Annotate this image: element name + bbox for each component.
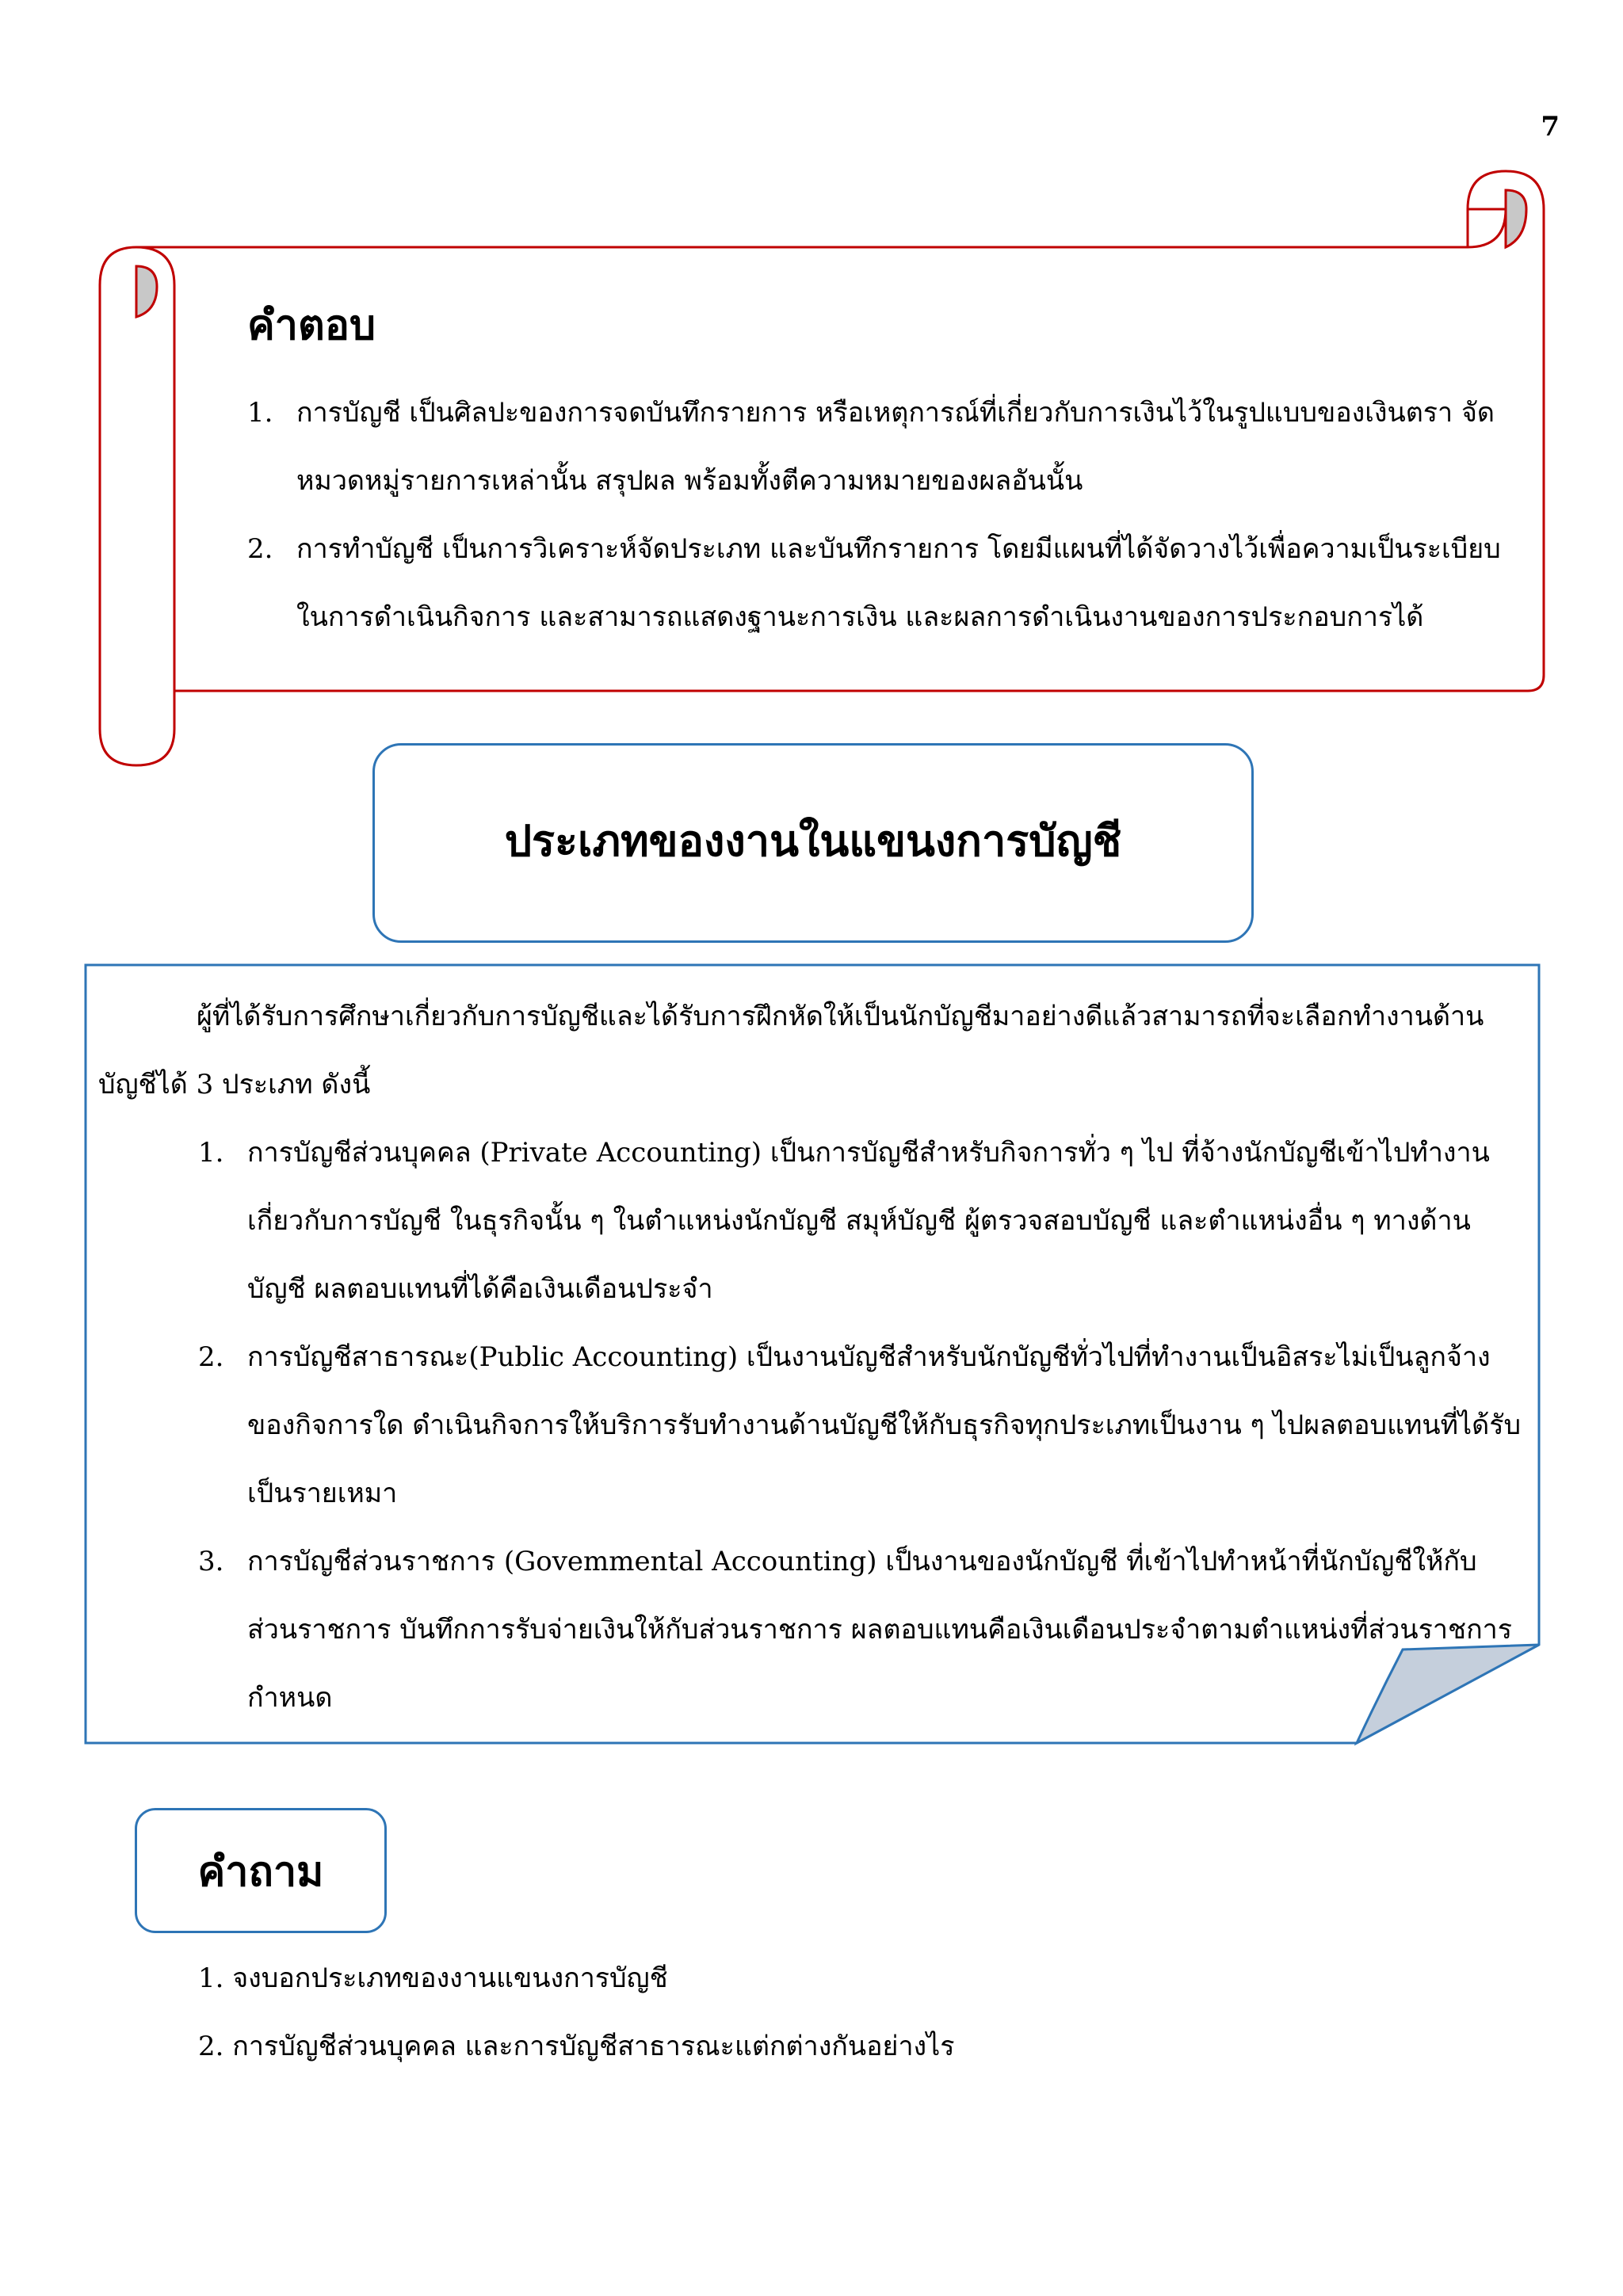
content-text [98, 982, 1525, 1732]
section-title: ประเภทของงานในแขนงการบัญชี [504, 815, 1122, 866]
list-item-number: 3. [198, 1546, 224, 1577]
answer-title: คำตอบ [247, 301, 376, 349]
list-item [198, 1323, 1525, 1527]
right-curl-icon [1506, 190, 1526, 247]
list-item-number: 2. [198, 1341, 224, 1373]
section-title-box [372, 743, 1254, 943]
list-item [198, 1527, 1525, 1732]
question-title: คำถาม [197, 1847, 324, 1896]
list-item-text: การบัญชีส่วนบุคคล (Private Accounting) เป็นการบัญชีสำหรับกิจการทั่ว ๆ ไป ที่จ้างนักบัญชีเข้าไปทำงานเกี่ยวกับการบัญชี ในธุรกิจนั้น ๆ ในตำแหน่งนักบัญชี สมุห์บัญชี ผู้ตรวจสอบบัญชี และตำแหน่งอื่น ๆ ทางด้านบัญชี ผลตอบแทนที่ได้คือเงินเดือนประจำ [247, 1137, 1490, 1305]
left-curl-icon [136, 266, 157, 317]
answer-list [247, 379, 1531, 651]
question-list [198, 1944, 1545, 2081]
accounting-types-list [98, 1119, 1525, 1732]
list-item-text: การบัญชีส่วนราชการ (Govemmental Accounting) เป็นงานของนักบัญชี ที่เข้าไปทำหน้าที่นักบัญชีให้กับส่วนราชการ บันทึกการรับจ่ายเงินให้กับส่วนราชการ ผลตอบแทนคือเงินเดือนประจำตามตำแหน่งที่ส่วนราชการกำหนด [247, 1546, 1513, 1714]
question-item: 1. จงบอกประเภทของงานแขนงการบัญชี [198, 1962, 668, 1994]
answer-item-text: การบัญชี เป็นศิลปะของการจดบันทึกรายการ หรือเหตุการณ์ที่เกี่ยวกับการเงินไว้ในรูปแบบของเงินตรา จัดหมวดหมู่รายการเหล่านั้น สรุปผล พร้อมทั้งตีความหมายของผลอันนั้น [296, 397, 1495, 497]
question-title-box [135, 1808, 387, 1933]
page-number: 7 [1541, 111, 1560, 143]
list-item-number: 1. [198, 1137, 224, 1169]
answer-item-text: การทำบัญชี เป็นการวิเคราะห์จัดประเภท และบันทึกรายการ โดยมีแผนที่ได้จัดวางไว้เพื่อความเป็นระเบียบในการดำเนินกิจการ และสามารถแสดงฐานะการเงิน และผลการดำเนินงานของการประกอบการได้ [296, 533, 1501, 633]
answer-item [247, 515, 1531, 651]
answer-item [247, 379, 1531, 515]
list-item [198, 1119, 1525, 1323]
answer-item-number: 2. [247, 533, 273, 565]
list-item-text: การบัญชีสาธารณะ(Public Accounting) เป็นงานบัญชีสำหรับนักบัญชีทั่วไปที่ทำงานเป็นอิสระไม่เป็นลูกจ้างของกิจการใด ดำเนินกิจการให้บริการรับทำงานด้านบัญชีให้กับธุรกิจทุกประเภทเป็นงาน ๆ ไปผลตอบแทนที่ได้รับเป็นรายเหมา [247, 1341, 1522, 1509]
intro-paragraph: ผู้ที่ได้รับการศึกษาเกี่ยวกับการบัญชีและได้รับการฝึกหัดให้เป็นนักบัญชีมาอย่างดีแล้วสามารถที่จะเลือกทำงานด้านบัญชีได้ 3 ประเภท ดังนี้ [98, 1001, 1484, 1100]
answer-item-number: 1. [247, 397, 273, 429]
question-item: 2. การบัญชีส่วนบุคคล และการบัญชีสาธารณะแต่กต่างกันอย่างไร [198, 2031, 955, 2062]
